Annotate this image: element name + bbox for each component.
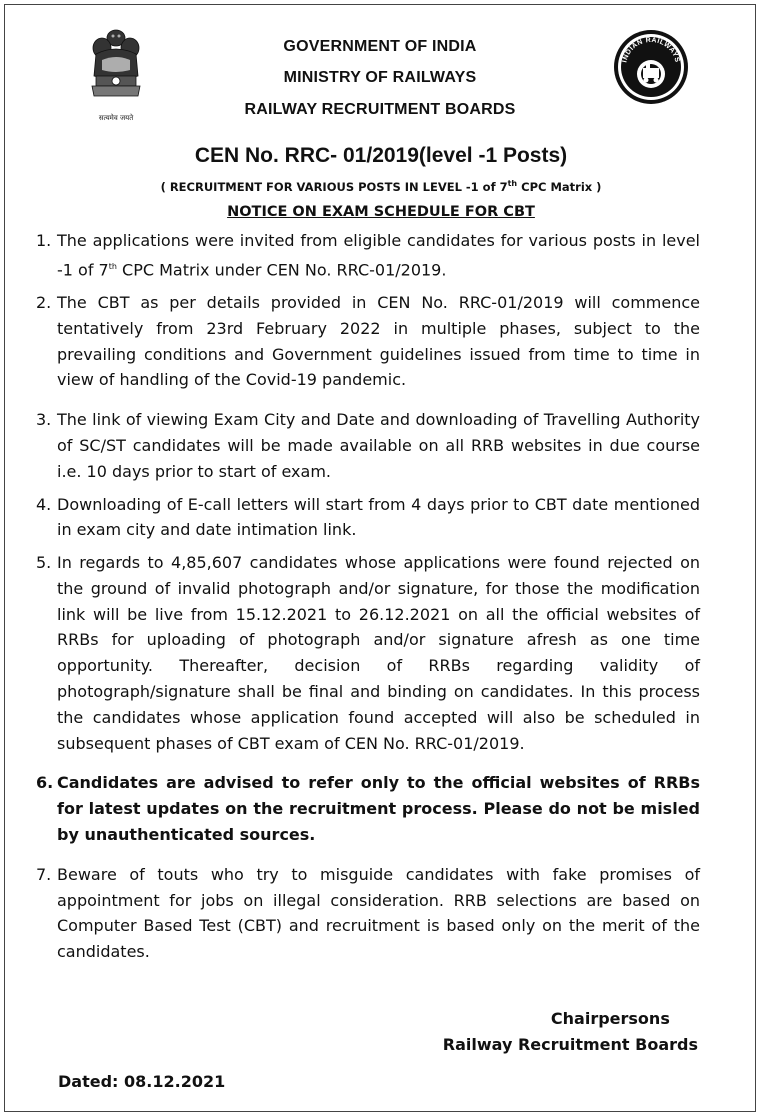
signatory-title: Chairpersons	[550, 1009, 670, 1028]
item-text: The link of viewing Exam City and Date and downloading of Travelling Authority of SC/ST candidates will be made available on all RRB websites in due course i.e. 10 days prior to start of exam.	[57, 410, 700, 481]
list-item: 6. Candidates are advised to refer only to the official websites of RRBs for latest updates on the recruitment process. Please do not be misled by unauthenticated sources.	[36, 770, 700, 847]
dated-line: Dated: 08.12.2021	[58, 1072, 226, 1091]
item-text: The applications were invited from eligible candidates for various posts in level -1 of 7th CPC Matrix under CEN No. RRC-01/2019.	[57, 231, 700, 280]
item-text: Candidates are advised to refer only to the official websites of RRBs for latest updates on the recruitment process. Please do not be misled by unauthenticated sources.	[57, 773, 700, 845]
item-text: The CBT as per details provided in CEN No. RRC-01/2019 will commence tentatively from 23rd February 2022 in multiple phases, subject to the prevailing conditions and Government guidelines issued from time to time in view of handling of the Covid-19 pandemic.	[57, 292, 700, 390]
notice-items	[36, 228, 700, 979]
header-boards: RAILWAY RECRUITMENT BOARDS	[244, 101, 516, 118]
signature-block	[443, 1006, 698, 1058]
item-text: Beware of touts who try to misguide candidates with fake promises of appointment for jobs on illegal consideration. RRB selections are based on Computer Based Test (CBT) and recruitment is based only on the merit of the candidates.	[57, 864, 700, 962]
recruitment-subtitle: ( RECRUITMENT FOR VARIOUS POSTS IN LEVEL -1 of 7th CPC Matrix )	[160, 179, 602, 194]
signatory-org: Railway Recruitment Boards	[442, 1035, 698, 1054]
indian-railways-logo	[612, 28, 690, 106]
list-item: 3. The link of viewing Exam City and Date and downloading of Travelling Authority of SC/ST candidates will be made available on all RRB websites in due course i.e. 10 days prior to start of exam.	[36, 407, 700, 484]
list-item: 7. Beware of touts who try to misguide candidates with fake promises of appointment for jobs on illegal consideration. RRB selections are based on Computer Based Test (CBT) and recruitment is based only on the merit of the candidates.	[36, 862, 700, 965]
notice-heading: NOTICE ON EXAM SCHEDULE FOR CBT	[227, 204, 535, 220]
header-government: GOVERNMENT OF INDIA	[283, 38, 477, 55]
list-item: 1. The applications were invited from eligible candidates for various posts in level -1 of 7th CPC Matrix under CEN No. RRC-01/2019.	[36, 228, 700, 283]
emblem-caption: सत्यमेव जयते	[98, 114, 134, 122]
item-text: In regards to 4,85,607 candidates whose applications were found rejected on the ground of invalid photograph and/or signature, for those the modification link will be live from 15.12.2021 to 26.12.2021 on all the official websites of RRBs for uploading of photograph and/or signature afresh as one time opportunity. Thereafter, decision of RRBs regarding validity of photograph/signature shall be final and binding on candidates. In this process the candidates whose application found accepted will also be scheduled in subsequent phases of CBT exam of CEN No. RRC-01/2019.	[57, 553, 700, 753]
list-item: 4. Downloading of E-call letters will start from 4 days prior to CBT date mentioned in exam city and date intimation link.	[36, 492, 700, 544]
item-text: Downloading of E-call letters will start from 4 days prior to CBT date mentioned in exam city and date intimation link.	[57, 494, 700, 540]
list-item: 5. In regards to 4,85,607 candidates whose applications were found rejected on the ground of invalid photograph and/or signature, for those the modification link will be live from 15.12.2021 to 26.12.2021 on all the official websites of RRBs for uploading of photograph and/or signature afresh as one time opportunity. Thereafter, decision of RRBs regarding validity of photograph/signature shall be final and binding on candidates. In this process the candidates whose application found accepted will also be scheduled in subsequent phases of CBT exam of CEN No. RRC-01/2019.	[36, 550, 700, 756]
svg-text:INDIAN RAILWAYS: INDIAN RAILWAYS	[621, 36, 681, 64]
ashoka-lion-icon	[82, 24, 150, 112]
header-ministry: MINISTRY OF RAILWAYS	[283, 69, 477, 86]
cen-title: CEN No. RRC- 01/2019(level -1 Posts)	[194, 144, 568, 167]
list-item: 2. The CBT as per details provided in CEN No. RRC-01/2019 will commence tentatively from 23rd February 2022 in multiple phases, subject to the prevailing conditions and Government guidelines issued from time to time in view of handling of the Covid-19 pandemic.	[36, 290, 700, 393]
national-emblem	[82, 24, 150, 124]
railways-logo-icon	[612, 28, 690, 106]
